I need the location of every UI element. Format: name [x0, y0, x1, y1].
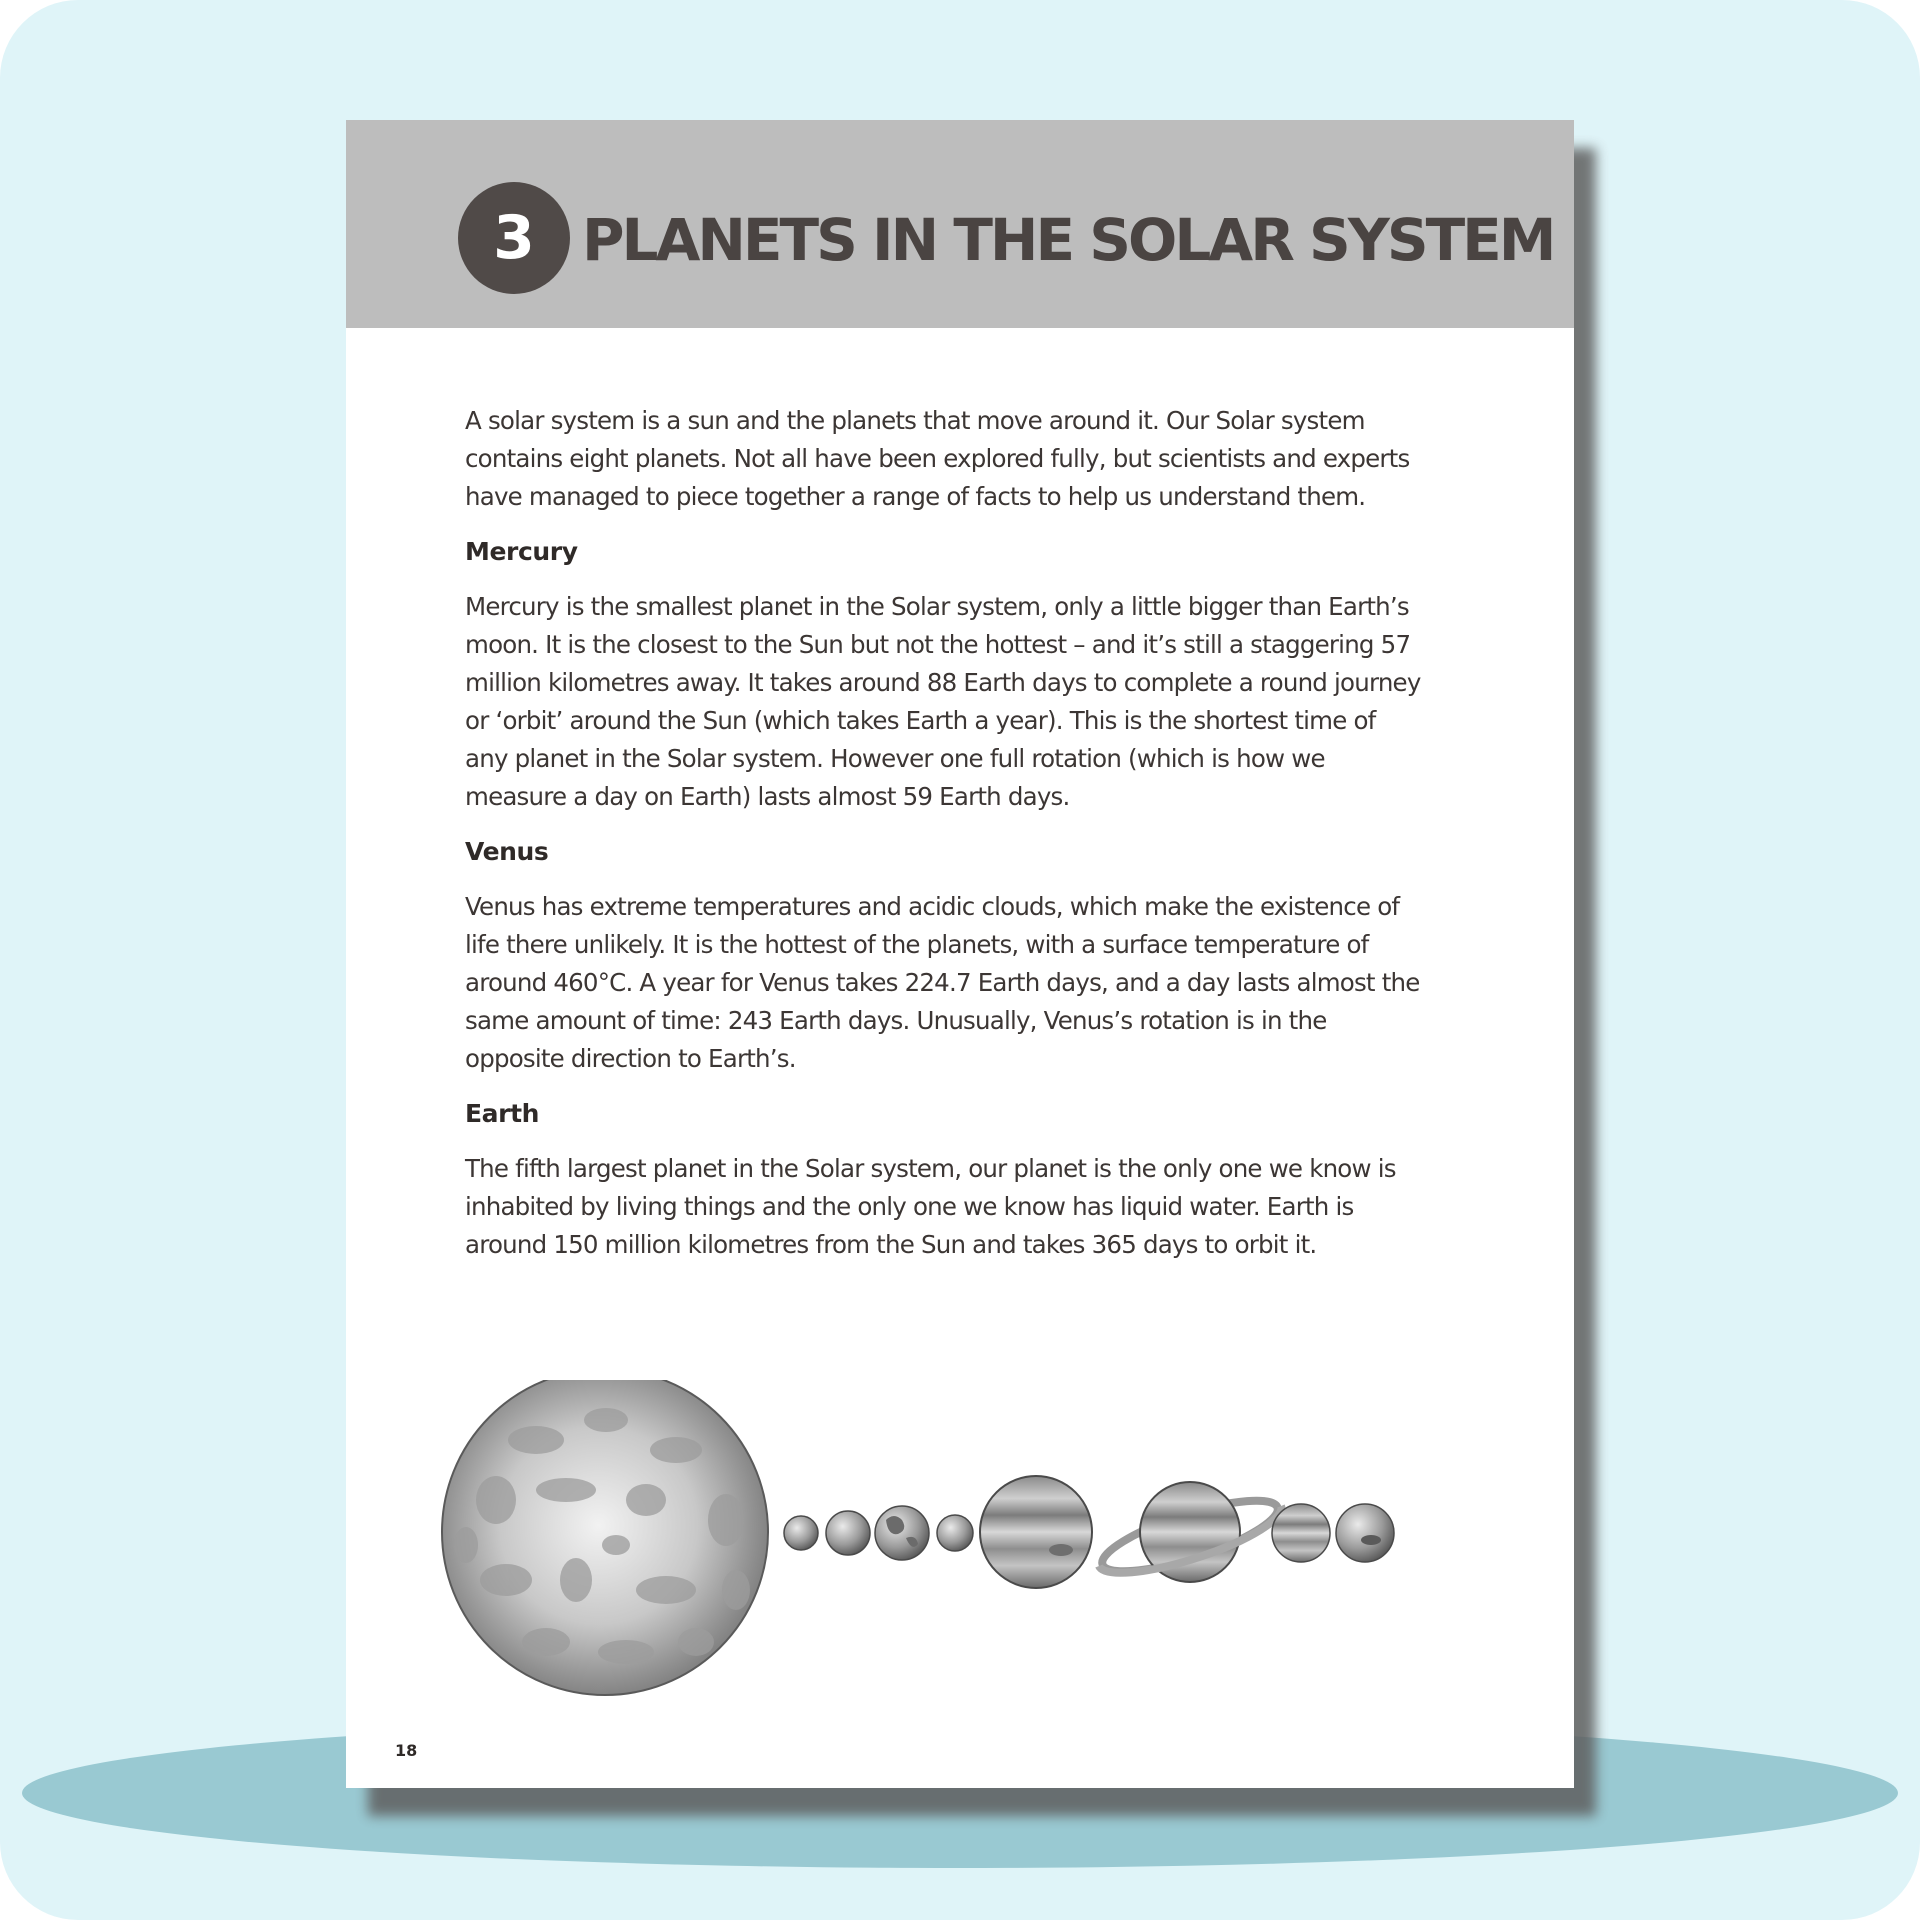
page-number: 18	[395, 1741, 418, 1760]
mars-icon	[937, 1515, 973, 1551]
chapter-title: PLANETS IN THE SOLAR SYSTEM	[582, 206, 1554, 274]
page-body	[465, 402, 1425, 1281]
uranus-icon	[1272, 1504, 1330, 1562]
section-heading-earth: Earth	[465, 1099, 540, 1128]
earth-icon	[875, 1506, 929, 1560]
jupiter-icon	[980, 1476, 1092, 1588]
section-heading-mercury: Mercury	[465, 537, 578, 566]
section-body-mercury: Mercury is the smallest planet in the Solar system, only a little bigger than Earth’s moon. It is the closest to the Sun but not the hottest – and it’s still a staggering 57 million kilometres away. It takes around 88 Earth days to complete a round journey or ‘orbit’ around the Sun (which takes Earth a year). This is the shortest time of any planet in the Solar system. However one full rotation (which is how we measure a day on Earth) lasts almost 59 Earth days.	[465, 592, 1421, 811]
saturn-icon	[1096, 1482, 1285, 1585]
solar-system-illustration	[346, 1380, 1574, 1740]
intro-paragraph: A solar system is a sun and the planets that move around it. Our Solar system contains eight planets. Not all have been explored fully, but scientists and experts have managed to piece together a range of facts to help us understand them.	[465, 406, 1410, 511]
section-heading-venus: Venus	[465, 837, 549, 866]
section-body-venus: Venus has extreme temperatures and acidic clouds, which make the existence of life there unlikely. It is the hottest of the planets, with a surface temperature of around 460°C. A year for Venus takes 224.7 Earth days, and a day lasts almost the same amount of time: 243 Earth days. Unusually, Venus’s rotation is in the opposite direction to Earth’s.	[465, 892, 1420, 1073]
neptune-icon	[1336, 1504, 1394, 1562]
venus-icon	[826, 1511, 870, 1555]
book-page	[346, 120, 1574, 1788]
chapter-banner	[346, 120, 1574, 328]
mercury-icon	[784, 1516, 818, 1550]
chapter-number-badge: 3	[458, 182, 570, 294]
section-body-earth: The fifth largest planet in the Solar system, our planet is the only one we know is inhabited by living things and the only one we know has liquid water. Earth is around 150 million kilometres from the Sun and takes 365 days to orbit it.	[465, 1154, 1396, 1259]
sun-icon	[442, 1380, 768, 1695]
